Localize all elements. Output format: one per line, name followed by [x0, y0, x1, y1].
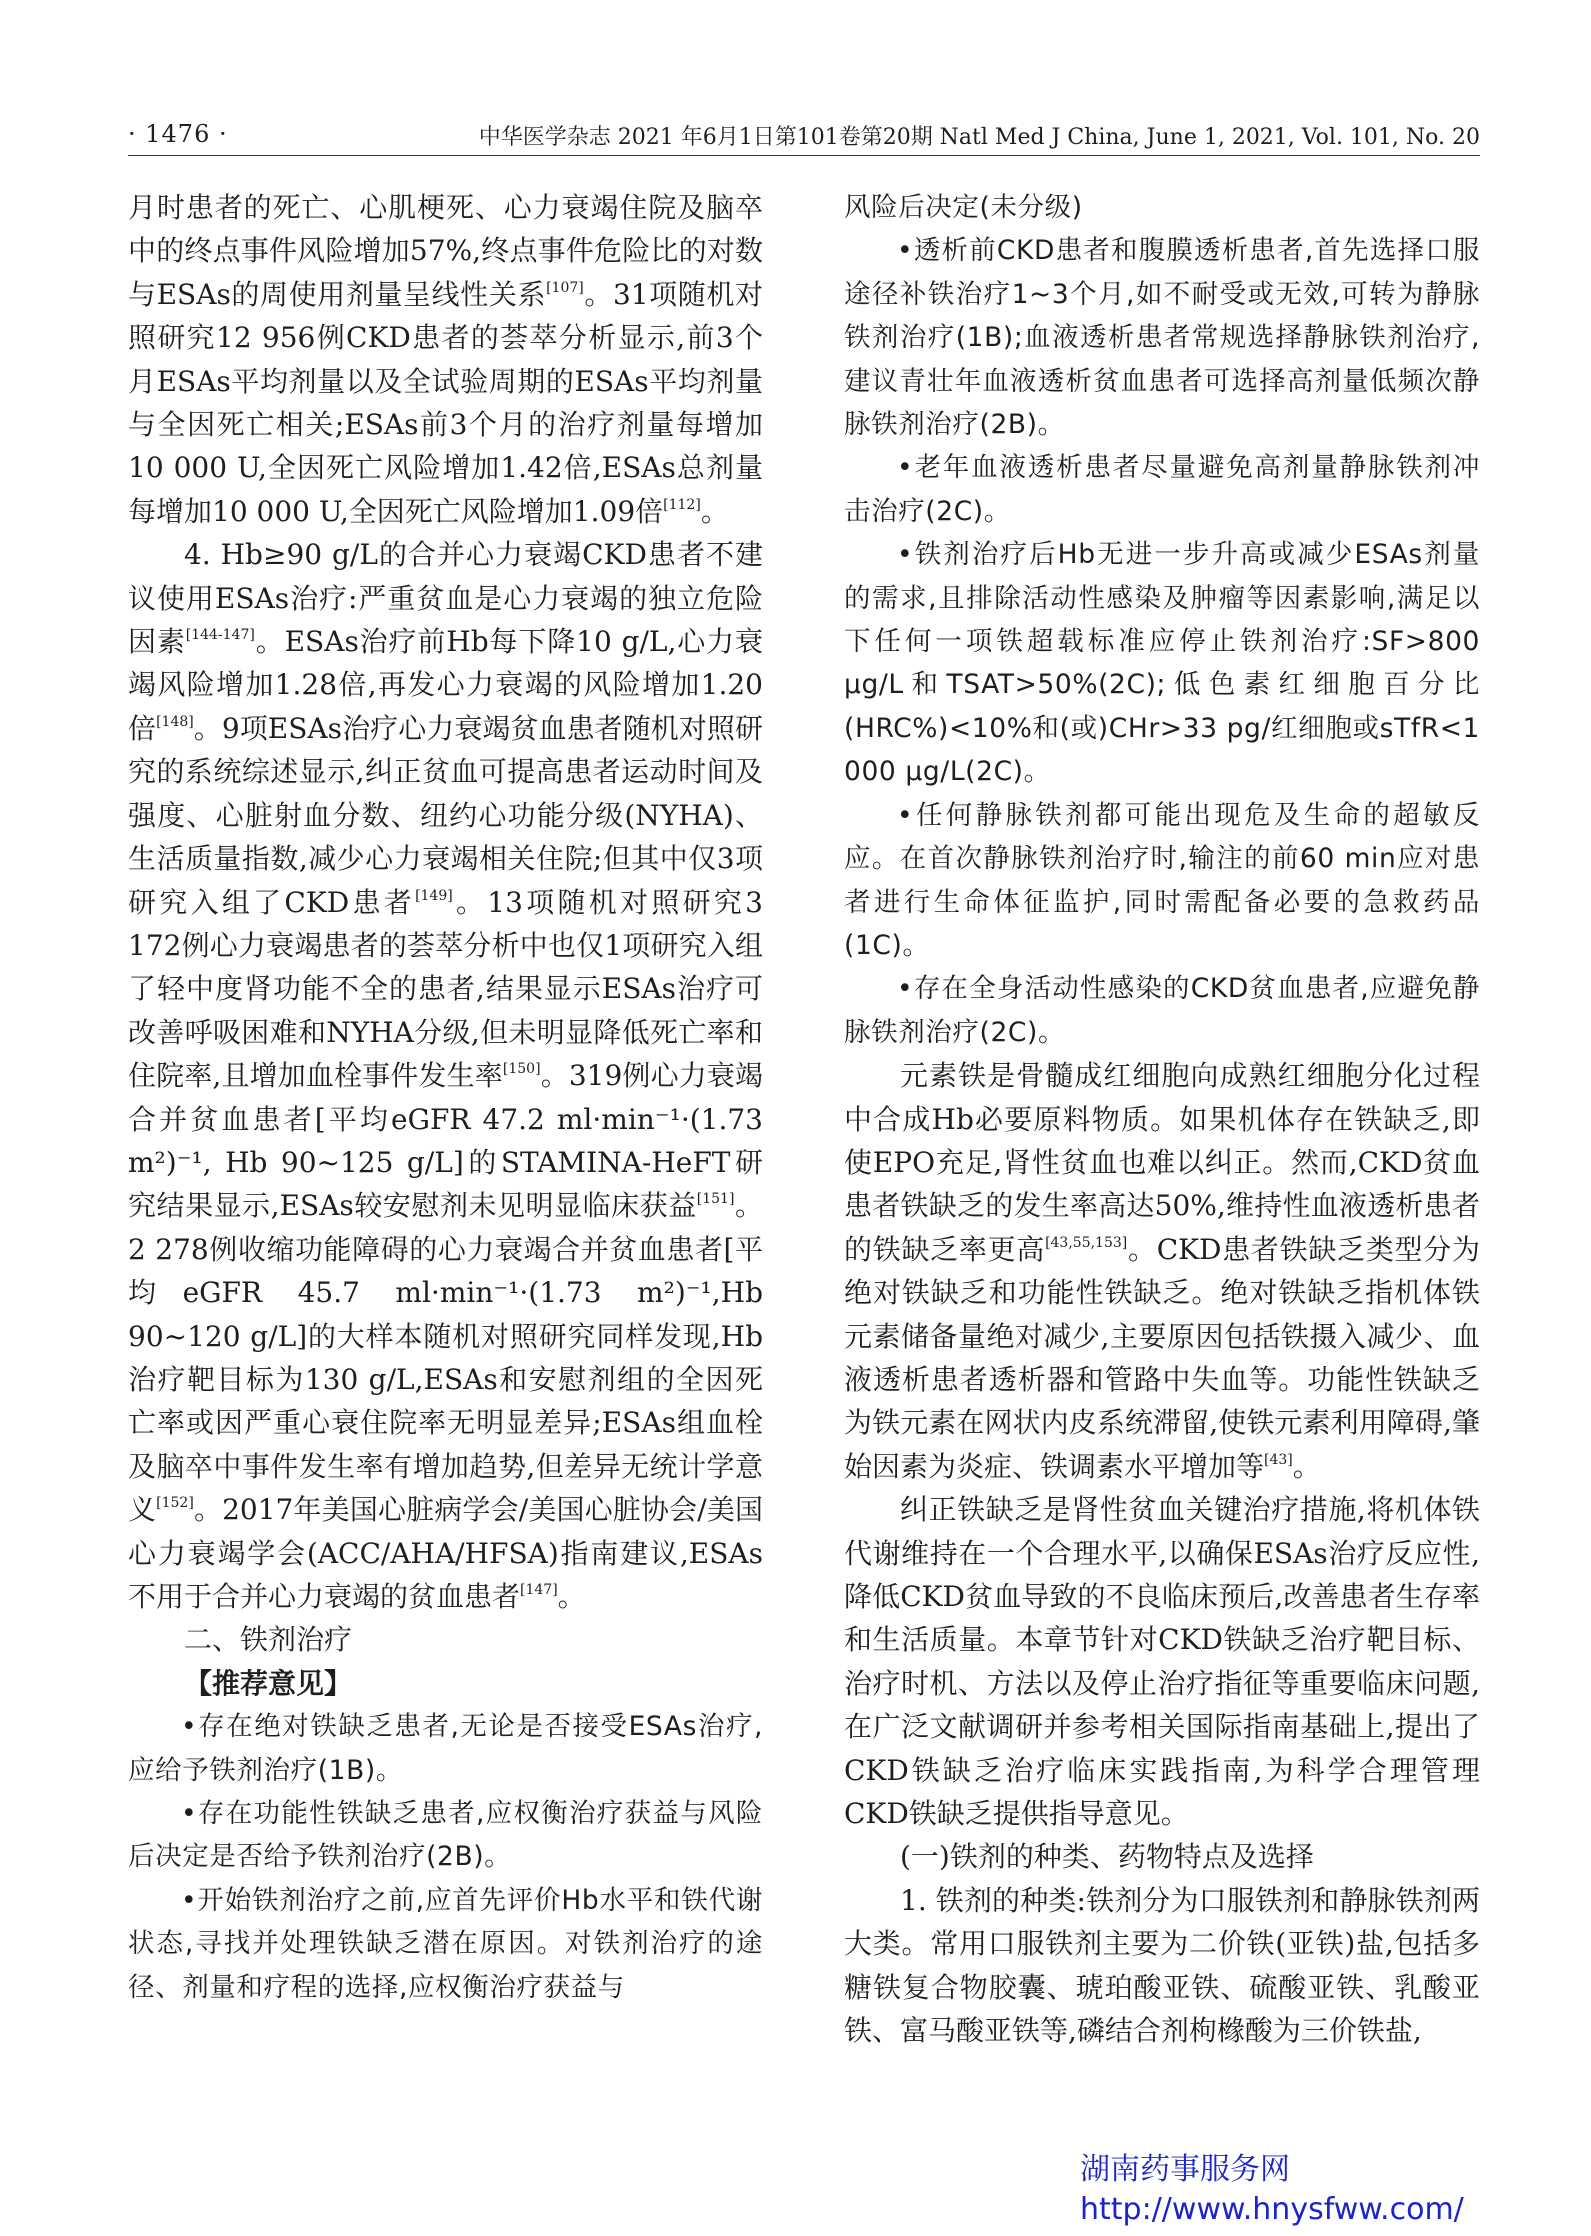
right-column-paragraph	[844, 533, 1480, 793]
citation-ref: [148]	[156, 713, 194, 730]
paragraph-text: •存在功能性铁缺乏患者,应权衡治疗获益与风险后决定是否给予铁剂治疗(2B)。	[128, 1798, 763, 1873]
right-column-paragraph	[844, 1054, 1480, 1488]
left-column	[128, 186, 763, 2009]
right-column-paragraph	[844, 1488, 1480, 1835]
paragraph-text: 。9项ESAs治疗心力衰竭贫血患者随机对照研究的系统综述显示,纠正贫血可提高患者运动时间及强度、心脏射血分数、纽约心功能分级(NYHA)、生活质量指数,减少心力衰竭相关住院;但其中仅3项研究入组了CKD患者	[128, 711, 763, 919]
right-column-paragraph	[844, 1879, 1480, 2053]
paragraph-text: 风险后决定(未分级)	[844, 192, 1083, 223]
paragraph-text: •开始铁剂治疗之前,应首先评价Hb水平和铁代谢状态,寻找并处理铁缺乏潜在原因。对铁剂治疗的途径、剂量和疗程的选择,应权衡治疗获益与	[128, 1884, 763, 2003]
paragraph-text: 纠正铁缺乏是肾性贫血关键治疗措施,将机体铁代谢维持在一个合理水平,以确保ESAs治疗反应性,降低CKD贫血导致的不良临床预后,改善患者生存率和生活质量。本章节针对CKD铁缺乏治疗靶目标、治疗时机、方法以及停止治疗指征等重要临床问题,在广泛文献调研并参考相关国际指南基础上,提出了CKD铁缺乏治疗临床实践指南,为科学合理管理CKD铁缺乏提供指导意见。	[844, 1493, 1480, 1831]
left-column-paragraph	[128, 1705, 763, 1792]
paragraph-text: 。	[557, 1580, 586, 1613]
citation-ref: [150]	[502, 1061, 541, 1078]
right-column-paragraph	[844, 794, 1480, 968]
left-column-paragraph	[128, 1792, 763, 1879]
paragraph-text: •存在全身活动性感染的CKD贫血患者,应避免静脉铁剂治疗(2C)。	[844, 973, 1480, 1048]
watermark-url[interactable]: http://www.hnysfww.com/	[1080, 2192, 1464, 2227]
left-column-paragraph	[128, 1879, 763, 2009]
paragraph-text: •透析前CKD患者和腹膜透析患者,首先选择口服途径补铁治疗1~3个月,如不耐受或无效,可转为静脉铁剂治疗(1B);血液透析患者常规选择静脉铁剂治疗,建议青壮年血液透析贫血患者可选择高剂量低频次静脉铁剂治疗(2B)。	[844, 235, 1480, 441]
citation-ref: [149]	[415, 887, 453, 904]
paragraph-text: •任何静脉铁剂都可能出现危及生命的超敏反应。在首次静脉铁剂治疗时,输注的前60 min应对患者进行生命体征监护,同时需配备必要的急救药品(1C)。	[844, 799, 1480, 961]
paragraph-text: 月时患者的死亡、心肌梗死、心力衰竭住院及脑卒中的终点事件风险增加57%,终点事件危险比的对数与ESAs的周使用剂量呈线性关系	[128, 191, 763, 311]
paragraph-text: 。	[1292, 1449, 1321, 1483]
left-column-paragraph	[128, 1618, 763, 1661]
header-rule	[128, 155, 1480, 156]
paragraph-text: 元素铁是骨髓成红细胞向成熟红细胞分化过程中合成Hb必要原料物质。如果机体存在铁缺乏,即使EPO充足,肾性贫血也难以纠正。然而,CKD贫血患者铁缺乏的发生率高达50%,维持性血液透析患者的铁缺乏率更高	[844, 1059, 1480, 1266]
citation-ref: [151]	[696, 1191, 735, 1208]
citation-ref: [144-147]	[185, 627, 255, 644]
right-column-paragraph	[844, 446, 1480, 533]
right-column-paragraph	[844, 186, 1480, 229]
paragraph-text: 。CKD患者铁缺乏类型分为绝对铁缺乏和功能性铁缺乏。绝对铁缺乏指机体铁元素储备量绝对减少,主要原因包括铁摄入减少、血液透析患者透析器和管路中失血等。功能性铁缺乏为铁元素在网状内皮系统滞留,使铁元素利用障碍,肇始因素为炎症、铁调素水平增加等	[844, 1232, 1480, 1483]
paragraph-text: 。2017年美国心脏病学会/美国心脏协会/美国心力衰竭学会(ACC/AHA/HFSA)指南建议,ESAs不用于合并心力衰竭的贫血患者	[128, 1493, 763, 1613]
citation-ref: [107]	[546, 279, 584, 296]
left-column-paragraph	[128, 186, 763, 533]
paragraph-text: •铁剂治疗后Hb无进一步升高或减少ESAs剂量的需求,且排除活动性感染及肿瘤等因素影响,满足以下任何一项铁超载标准应停止铁剂治疗:SF>800 μg/L和TSAT>50%(2C);低色素红细胞百分比(HRC%)<10%和(或)CHr>33 pg/红细胞或sTfR<1 000 μg/L(2C)。	[844, 539, 1480, 788]
paragraph-text: •存在绝对铁缺乏患者,无论是否接受ESAs治疗,应给予铁剂治疗(1B)。	[128, 1711, 763, 1786]
page-number: · 1476 ·	[128, 120, 228, 148]
paragraph-text: (一)铁剂的种类、药物特点及选择	[900, 1840, 1314, 1874]
paragraph-text: 1. 铁剂的种类:铁剂分为口服铁剂和静脉铁剂两大类。常用口服铁剂主要为二价铁(亚铁)盐,包括多糖铁复合物胶囊、琥珀酸亚铁、硫酸亚铁、乳酸亚铁、富马酸亚铁等,磷结合剂枸橼酸为三价铁盐,	[844, 1883, 1480, 2048]
paragraph-text: 。ESAs治疗前Hb每下降10 g/L,心力衰竭风险增加1.28倍,再发心力衰竭的风险增加1.20倍	[128, 625, 763, 745]
running-header	[128, 112, 1480, 156]
paragraph-text: 4. Hb≥90 g/L的合并心力衰竭CKD患者不建议使用ESAs治疗:严重贫血是心力衰竭的独立危险因素	[128, 538, 763, 659]
citation-ref: [43,55,153]	[1045, 1234, 1128, 1251]
right-column	[844, 186, 1480, 2052]
paragraph-text: 。31项随机对照研究12 956例CKD患者的荟萃分析显示,前3个月ESAs平均剂量以及全试验周期的ESAs平均剂量与全因死亡相关;ESAs前3个月的治疗剂量每增加10 000 U,全因死亡风险增加1.42倍,ESAs总剂量每增加10 000 U,全因死亡风险增加1.09倍	[128, 277, 763, 528]
left-column-paragraph	[128, 1662, 763, 1705]
left-column-paragraph	[128, 533, 763, 1618]
right-column-paragraph	[844, 967, 1480, 1054]
paragraph-text: 二、铁剂治疗	[184, 1623, 353, 1657]
citation-ref: [147]	[520, 1582, 558, 1599]
citation-ref: [112]	[663, 496, 701, 513]
right-column-paragraph	[844, 229, 1480, 446]
right-column-paragraph	[844, 1835, 1480, 1878]
citation-ref: [43]	[1264, 1451, 1293, 1468]
paragraph-text: •老年血液透析患者尽量避免高剂量静脉铁剂冲击治疗(2C)。	[844, 452, 1480, 527]
paragraph-text: 。2 278例收缩功能障碍的心力衰竭合并贫血患者[平均eGFR 45.7 ml·min⁻¹·(1.73 m²)⁻¹,Hb 90~120 g/L]的大样本随机对照研究同样发现,Hb治疗靶目标为130 g/L,ESAs和安慰剂组的全因死亡率或因严重心衰住院率无明显差异;ESAs组血栓及脑卒中事件发生率有增加趋势,但差异无统计学意义	[128, 1189, 763, 1527]
paragraph-text: 。13项随机对照研究3 172例心力衰竭患者的荟萃分析中也仅1项研究入组了轻中度肾功能不全的患者,结果显示ESAs治疗可改善呼吸困难和NYHA分级,但未明显降低死亡率和住院率,且增加血栓事件发生率	[128, 885, 763, 1093]
journal-citation: 中华医学杂志 2021 年6月1日第101卷第20期 Natl Med J China, June 1, 2021, Vol. 101, No. 20	[478, 125, 1480, 150]
watermark-site-name: 湖南药事服务网	[1080, 2152, 1290, 2187]
paragraph-text: 。319例心力衰竭合并贫血患者[平均eGFR 47.2 ml·min⁻¹·(1.73 m²)⁻¹, Hb 90~125 g/L]的STAMINA-HeFT研究结果显示,ESAs较安慰剂未见明显临床获益	[128, 1059, 764, 1223]
paragraph-text: 【推荐意见】	[184, 1666, 353, 1700]
paragraph-text: 。	[700, 494, 729, 528]
watermark[interactable]	[1080, 2150, 1500, 2230]
citation-ref: [152]	[156, 1495, 194, 1512]
